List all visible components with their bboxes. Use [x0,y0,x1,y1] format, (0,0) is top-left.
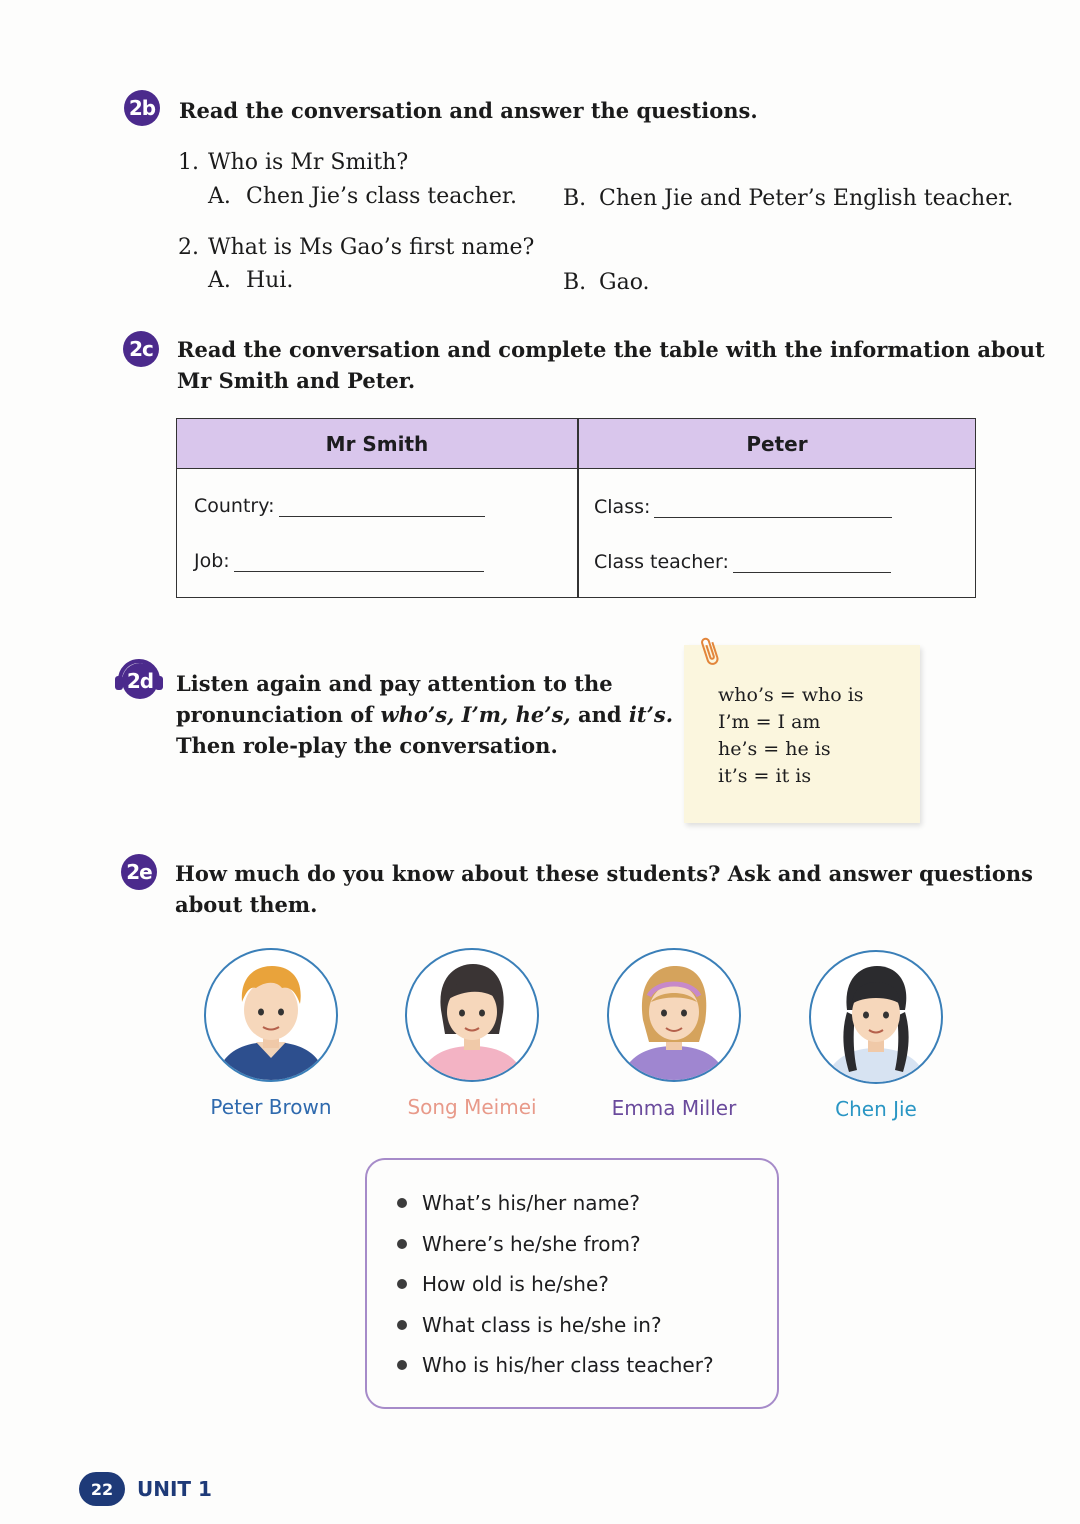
field-class-teacher-label: Class teacher: [594,551,729,573]
note-line-1: who’s = who is [718,684,864,706]
student-name-emma-miller: Emma Miller [611,1096,737,1120]
instruction-2b: Read the conversation and answer the questions. [179,98,758,123]
section-badge-2b: 2b [124,90,160,126]
section-badge-2e: 2e [121,854,157,890]
avatar-chen-jie [809,950,943,1084]
section-badge-2d: 2d [122,663,158,699]
avatar-emma-miller [607,948,741,1082]
q2-option-a-text: Hui. [246,268,294,293]
field-class-blank[interactable] [654,497,892,518]
instruction-2d-line1: Listen again and pay attention to the [176,671,613,696]
prompt-item [397,1232,641,1256]
prompt-item [397,1191,640,1215]
field-class-teacher-blank[interactable] [733,552,891,573]
field-class-label: Class: [594,496,651,518]
bullet-icon [397,1198,407,1208]
student-name-peter-brown: Peter Brown [210,1095,332,1119]
field-country-label: Country: [194,495,275,517]
question-2-number: 2. [178,235,199,260]
info-table [176,418,976,598]
note-line-4: it’s = it is [718,765,812,787]
contraction-note [684,645,920,823]
q2-option-a-letter: A. [208,268,231,293]
field-job [194,550,484,572]
prompt-text: Who is his/her class teacher? [422,1353,714,1377]
prompt-text: Where’s he/she from? [422,1232,641,1256]
unit-label: UNIT 1 [137,1477,212,1501]
prompt-item [397,1272,609,1296]
student-name-song-meimei: Song Meimei [407,1095,537,1119]
prompt-text: What’s his/her name? [422,1191,640,1215]
prompt-text: What class is he/she in? [422,1313,662,1337]
bullet-icon [397,1239,407,1249]
page-number: 22 [79,1472,125,1506]
q1-option-b-text: Chen Jie and Peter’s English teacher. [599,186,1014,211]
bullet-icon [397,1320,407,1330]
contraction-hes: he’s, [515,702,571,727]
instruction-2d-line2 [176,699,673,730]
question-prompts-box [365,1158,779,1409]
field-country-blank[interactable] [279,496,485,517]
instruction-2c-line2: Mr Smith and Peter. [177,368,416,393]
prompt-text: How old is he/she? [422,1272,609,1296]
instruction-2e-line2: about them. [175,892,318,917]
table-header-mr-smith: Mr Smith [325,432,429,456]
q2-option-b-letter: B. [563,270,587,295]
instruction-2d-and: and [578,702,622,727]
field-class-teacher [594,551,891,573]
instruction-2d-line2-start: pronunciation of [176,702,381,727]
paperclip-icon [700,635,722,671]
q1-option-b-letter: B. [563,186,587,211]
q1-option-a-letter: A. [208,184,231,209]
question-1-number: 1. [178,150,199,175]
avatar-peter-brown [204,948,338,1082]
bullet-icon [397,1360,407,1370]
q2-option-b-text: Gao. [599,270,650,295]
note-line-2: I’m = I am [718,711,821,733]
field-country [194,495,485,517]
contraction-whos: who’s, [380,702,455,727]
field-class [594,496,892,518]
question-1-text: Who is Mr Smith? [208,150,409,175]
prompt-item [397,1313,662,1337]
note-line-3: he’s = he is [718,738,831,760]
contraction-its: it’s. [628,702,674,727]
field-job-label: Job: [194,550,230,572]
prompt-item [397,1353,714,1377]
q1-option-a-text: Chen Jie’s class teacher. [246,184,517,209]
student-name-chen-jie: Chen Jie [835,1097,917,1121]
table-header-peter: Peter [746,432,808,456]
instruction-2e-line1: How much do you know about these students? Ask and answer questions [175,861,1034,886]
section-badge-2c: 2c [123,331,159,367]
contraction-im: I’m, [461,702,509,727]
question-2-text: What is Ms Gao’s first name? [208,235,535,260]
instruction-2d-line3: Then role-play the conversation. [176,733,558,758]
bullet-icon [397,1279,407,1289]
avatar-song-meimei [405,948,539,1082]
instruction-2c-line1: Read the conversation and complete the table with the information about [177,337,1045,362]
field-job-blank[interactable] [234,551,484,572]
